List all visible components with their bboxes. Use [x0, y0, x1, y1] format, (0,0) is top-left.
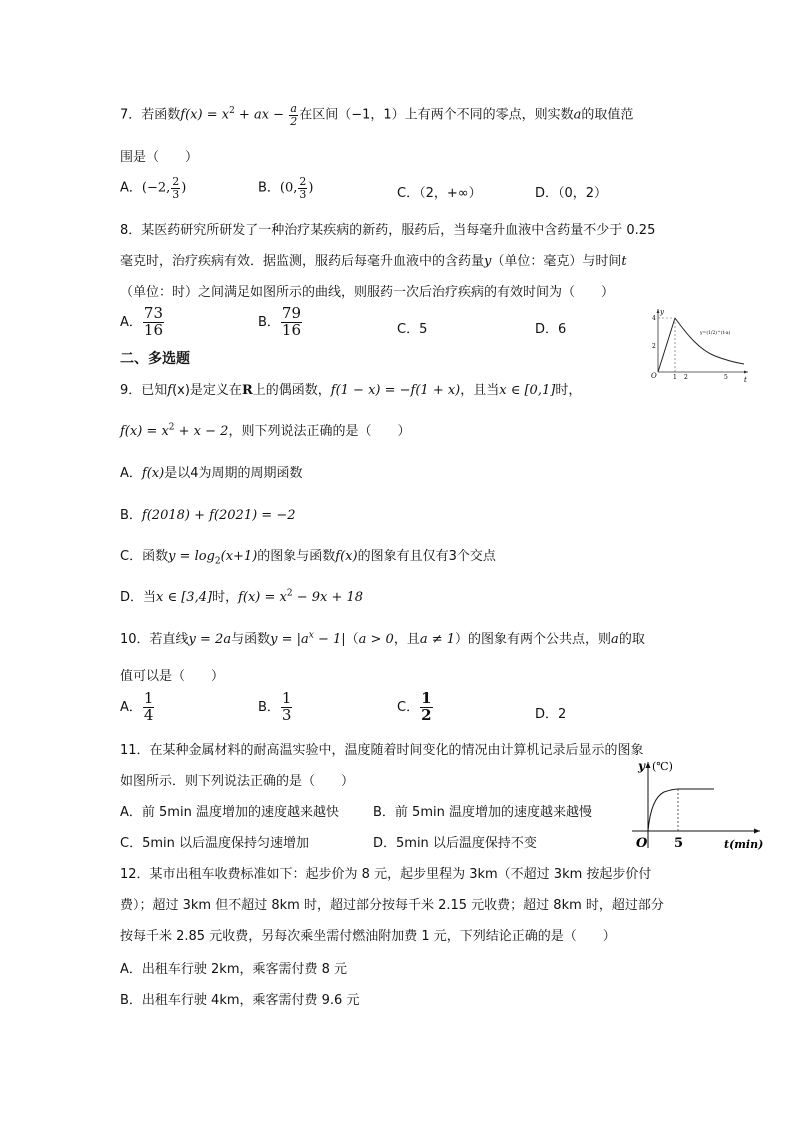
q12-option-a: A．出租车行驶 2km，乘客需付费 8 元 — [120, 962, 348, 977]
q8-stem-line2: 毫克时，治疗疾病有效．据监测，服药后每毫升血液中的含药量y（单位：毫克）与时间t — [120, 254, 627, 269]
q10-option-c: C． $\frac{1}{2}$ — [397, 689, 432, 724]
q7-sup: 2 — [229, 106, 235, 117]
q11-graph-x-label: t(min) — [724, 838, 764, 851]
q8-graph-origin: O — [651, 372, 657, 380]
q7-number: 7．若函数 — [120, 107, 181, 123]
q8-graph-tick-5: 5 — [724, 374, 728, 381]
q8-graph-tick-y2: 2 — [652, 343, 656, 350]
q11-graph-curve — [648, 789, 714, 831]
q9-stem-line1: 9．已知f(x)是定义在R上的偶函数，f(1 − x) = −f(1 + x)，且当x ∈ [0,1]时， — [120, 383, 582, 398]
q8-graph — [640, 306, 752, 388]
q8-stem-line1: 8．某医药研究所研发了一种治疗某疾病的新药，服药后，当每毫升血液中含药量不少于 0.25 — [120, 223, 656, 238]
q7-stem-line2: 围是（ ） — [120, 150, 199, 165]
q9-option-c: C．函数$y = \log_2(x+1)$的图象与函数f(x)的图象有且仅有3个交点 — [120, 549, 496, 567]
q12-stem-line1: 12．某市出租车收费标准如下：起步价为 8 元，起步里程为 3km（不超过 3km 按起步价付 — [120, 867, 652, 882]
q8-stem-line3: （单位：时）之间满足如图所示的曲线，则服药一次后治疗疾病的有效时间为（ ） — [120, 285, 615, 300]
q10-stem-line2: 值可以是（ ） — [120, 669, 225, 684]
q11-option-a: A．前 5min 温度增加的速度越来越快 — [120, 805, 339, 820]
q8-graph-y-label: y — [660, 308, 664, 316]
q12-stem-line3: 按每千米 2.85 元收费，另每次乘坐需付燃油附加费 1 元，下列结论正确的是（ ） — [120, 929, 616, 944]
q8-graph-tick-y4: 4 — [652, 315, 656, 322]
q9-option-d: D．当x ∈ [3,4]时，$f(x) = x^2 - 9x + 18$ — [120, 588, 364, 605]
q8-option-d: D．6 — [535, 322, 567, 337]
q10-option-b: B． $\frac{1}{3}$ — [258, 689, 292, 724]
q11-graph-y-label: y — [638, 759, 645, 773]
q7-option-c: C．（2，+∞） — [397, 186, 482, 201]
q8-option-b: B． $\frac{79}{16}$ — [258, 304, 302, 339]
q10-option-d: D．2 — [535, 707, 567, 722]
q11-option-c: C．5min 以后温度保持匀速增加 — [120, 836, 309, 851]
q12-stem-line2: 费）；超过 3km 但不超过 8km 时，超过部分按每千米 2.15 元收费；超过 8km 时，超过部分 — [120, 898, 664, 913]
q8-graph-decay-curve — [675, 318, 744, 364]
q9-option-b: B．f(2018) + f(2021) = −2 — [120, 508, 296, 523]
q10-stem-line1: 10．若直线y = 2a与函数$y = |a^x - 1|(a > 0$，且a ≠ 1）的图象有两个公共点，则a的取 — [120, 630, 645, 647]
q8-graph-tick-1: 1 — [673, 374, 677, 381]
q8-graph-rise-line — [658, 318, 675, 372]
q12-option-b: B．出租车行驶 4km，乘客需付费 9.6 元 — [120, 993, 360, 1008]
q8-graph-tick-2: 2 — [684, 374, 688, 381]
q7-option-d: D．（0，2） — [535, 186, 608, 201]
q11-option-d: D．5min 以后温度保持不变 — [373, 836, 537, 851]
q7-option-b: B．(0, $\frac{2}{3}$ ) — [258, 175, 314, 201]
q7-f: f — [180, 107, 186, 123]
q8-option-c: C．5 — [397, 322, 428, 337]
q7-stem-line1 — [120, 103, 633, 127]
q7-var-a: a — [573, 107, 582, 123]
q10-option-a: A． $\frac{1}{4}$ — [120, 689, 154, 724]
q7-eq: (x) = x — [185, 107, 230, 123]
q11-graph-tick-5: 5 — [674, 836, 684, 851]
q11-graph-y-unit: (℃) — [652, 760, 673, 773]
q11-graph — [628, 756, 764, 852]
q7-text2: 的取值范 — [581, 107, 634, 123]
q8-option-a: A． $\frac{73}{16}$ — [120, 304, 163, 339]
q9-stem-line2: $f(x) = x^2 + x - 2$，则下列说法正确的是（ ） — [120, 422, 411, 439]
q11-graph-origin: O — [636, 836, 648, 851]
q7-option-a: A．(−2, $\frac{2}{3}$ ) — [120, 175, 187, 201]
q7-frac: $\frac{a}{2}$ — [290, 102, 298, 128]
q11-option-b: B．前 5min 温度增加的速度越来越慢 — [373, 805, 592, 820]
q8-graph-x-label: t — [744, 376, 747, 384]
q8-graph-curve-label: y=(1/2)^(t-a) — [700, 331, 731, 336]
q7-text1: 在区间（−1，1）上有两个不同的零点，则实数 — [299, 107, 574, 123]
section-title-multi-choice: 二、多选题 — [120, 351, 190, 367]
q9-option-a: A．f(x)是以4为周期的周期函数 — [120, 466, 303, 481]
q7-ax: + ax − — [234, 107, 285, 123]
q11-stem-line2: 如图所示．则下列说法正确的是（ ） — [120, 774, 355, 789]
q11-stem-line1: 11．在某种金属材料的耐高温实验中，温度随着时间变化的情况由计算机记录后显示的图象 — [120, 743, 644, 758]
